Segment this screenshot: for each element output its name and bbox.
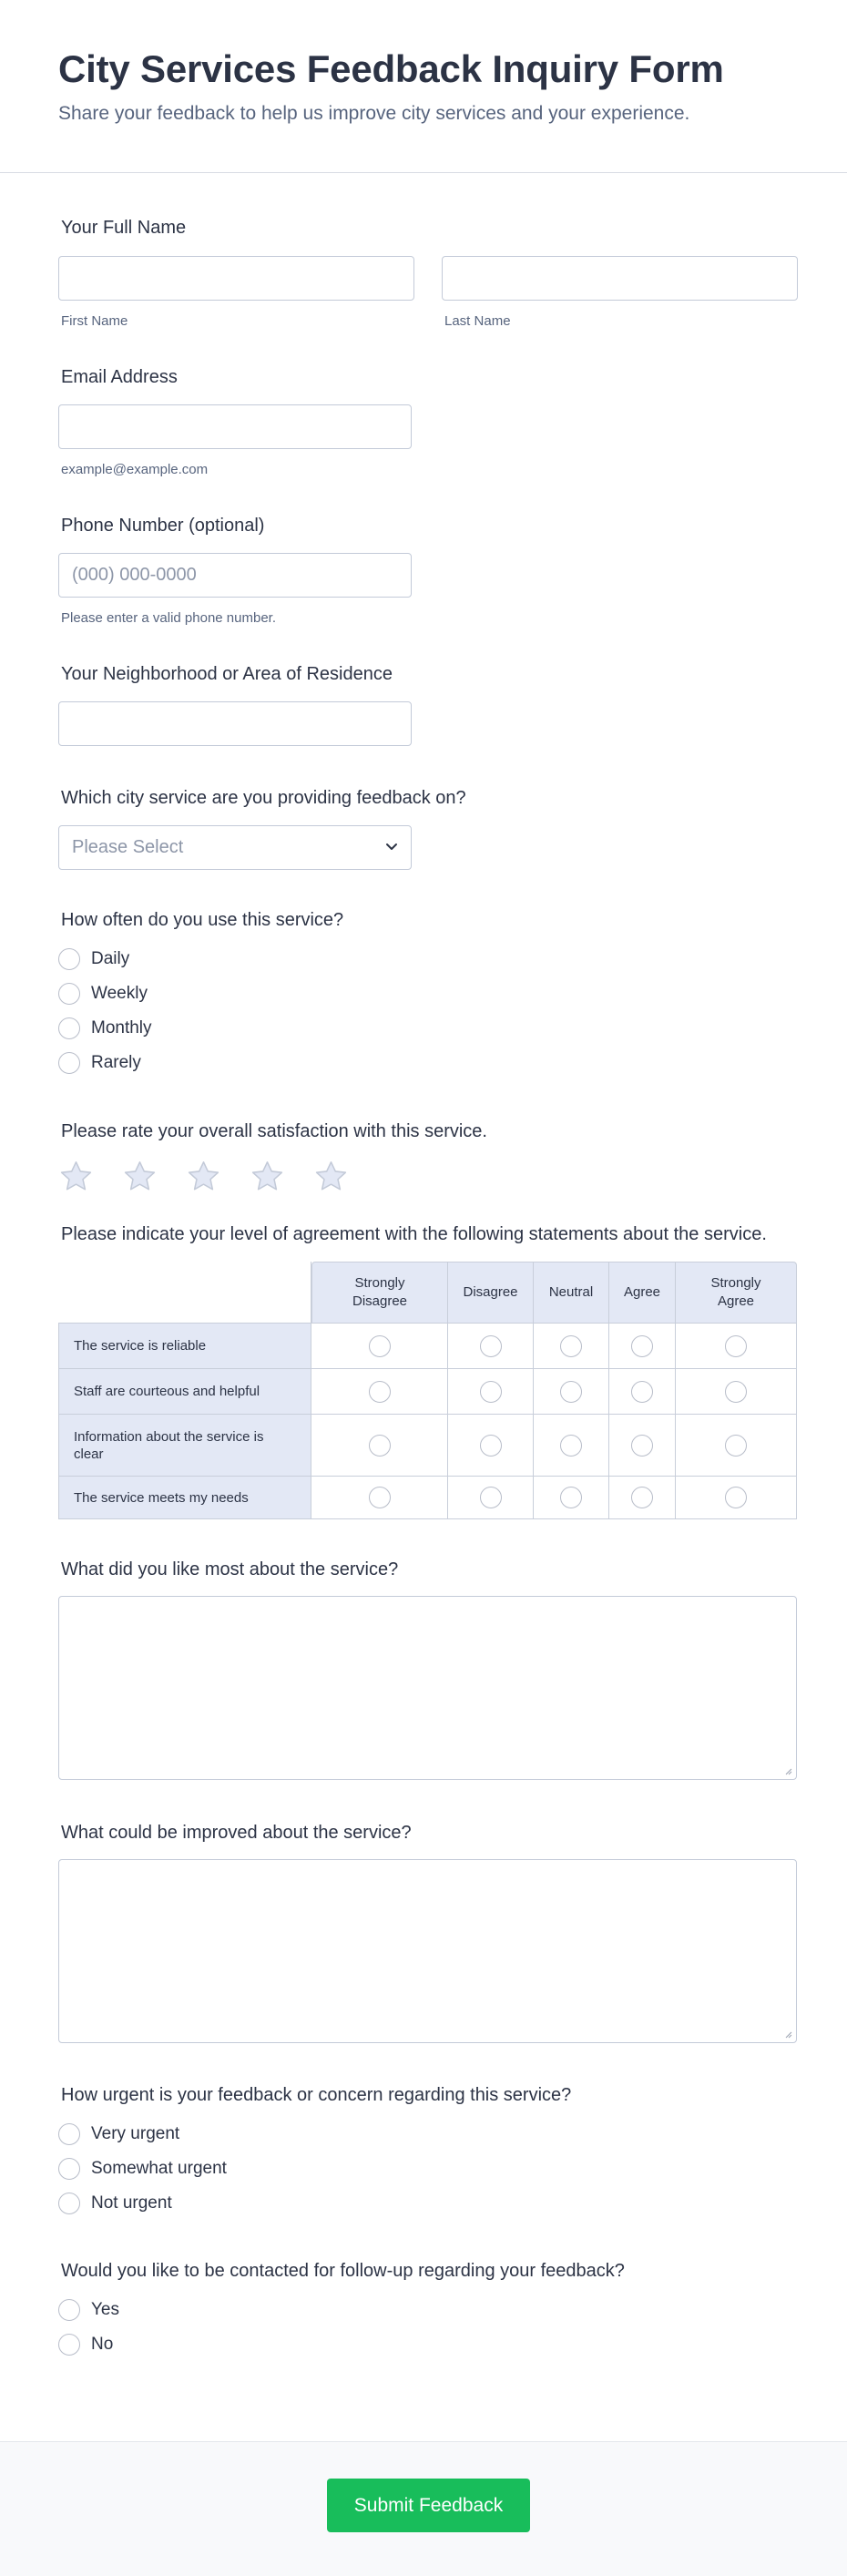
email-sublabel: example@example.com: [61, 462, 209, 477]
matrix-column-header: Agree: [609, 1262, 676, 1323]
frequency-option-label: Rarely: [91, 1053, 141, 1072]
neighborhood-input[interactable]: [58, 701, 412, 746]
radio-circle[interactable]: [58, 983, 80, 1005]
form-header: [0, 0, 847, 173]
followup-option-label: Yes: [91, 2300, 119, 2319]
full-name-question: [58, 216, 798, 329]
urgency-option[interactable]: [58, 2152, 798, 2186]
service-select[interactable]: [58, 825, 412, 870]
full-name-label: Your Full Name: [61, 218, 187, 238]
star-icon[interactable]: [123, 1160, 157, 1193]
frequency-label: How often do you use this service?: [61, 910, 344, 930]
frequency-option-label: Daily: [91, 949, 130, 968]
matrix-radio[interactable]: [369, 1335, 391, 1357]
matrix-radio[interactable]: [631, 1381, 653, 1403]
followup-option-label: No: [91, 2335, 114, 2354]
phone-question: [58, 514, 798, 626]
satisfaction-label: Please rate your overall satisfaction with this service.: [61, 1121, 487, 1141]
improved-textarea[interactable]: [58, 1859, 797, 2043]
star-icon[interactable]: [250, 1160, 284, 1193]
star-rating[interactable]: [58, 1160, 798, 1193]
neighborhood-label: Your Neighborhood or Area of Residence: [61, 664, 393, 684]
frequency-option-label: Weekly: [91, 984, 148, 1003]
urgency-option-label: Very urgent: [91, 2124, 180, 2143]
service-label: Which city service are you providing feedback on?: [61, 788, 466, 808]
last-name-sublabel: Last Name: [444, 313, 511, 329]
submit-button[interactable]: Submit Feedback: [327, 2479, 530, 2532]
phone-label: Phone Number (optional): [61, 516, 265, 536]
matrix-radio[interactable]: [369, 1381, 391, 1403]
urgency-option-label: Somewhat urgent: [91, 2159, 227, 2178]
urgency-question: [58, 2083, 798, 2221]
matrix-column-header: Disagree: [448, 1262, 534, 1323]
followup-option[interactable]: [58, 2327, 798, 2362]
matrix-radio[interactable]: [725, 1381, 747, 1403]
matrix-radio[interactable]: [725, 1335, 747, 1357]
phone-sublabel: Please enter a valid phone number.: [61, 610, 276, 626]
matrix-row-label: The service meets my needs: [58, 1476, 311, 1519]
followup-options: [58, 2293, 798, 2362]
urgency-option[interactable]: [58, 2186, 798, 2221]
frequency-option[interactable]: [58, 942, 798, 976]
followup-question: [58, 2259, 798, 2362]
matrix-column-header: Neutral: [534, 1262, 609, 1323]
radio-circle[interactable]: [58, 2299, 80, 2321]
chevron-down-icon: [384, 839, 399, 854]
frequency-option[interactable]: [58, 1011, 798, 1046]
followup-label: Would you like to be contacted for follow-up regarding your feedback?: [61, 2261, 625, 2281]
star-icon[interactable]: [314, 1160, 348, 1193]
improved-label: What could be improved about the service?: [61, 1823, 412, 1843]
followup-option[interactable]: [58, 2293, 798, 2327]
matrix-radio[interactable]: [480, 1487, 502, 1508]
neighborhood-question: [58, 662, 798, 746]
matrix-row-label: Staff are courteous and helpful: [58, 1368, 311, 1414]
star-icon[interactable]: [59, 1160, 93, 1193]
radio-circle[interactable]: [58, 1052, 80, 1074]
matrix-radio[interactable]: [560, 1435, 582, 1457]
frequency-question: [58, 908, 798, 1080]
matrix-row: [58, 1476, 797, 1519]
urgency-options: [58, 2117, 798, 2221]
first-name-input[interactable]: [58, 256, 414, 301]
frequency-option[interactable]: [58, 1046, 798, 1080]
star-icon[interactable]: [187, 1160, 220, 1193]
satisfaction-question: [58, 1119, 798, 1193]
frequency-options: [58, 942, 798, 1080]
radio-circle[interactable]: [58, 2193, 80, 2214]
matrix-corner: [58, 1262, 311, 1323]
service-select-value[interactable]: Please Select: [58, 825, 412, 870]
liked-question: [58, 1558, 798, 1780]
matrix-radio[interactable]: [725, 1435, 747, 1457]
matrix-row: [58, 1323, 797, 1368]
matrix-radio[interactable]: [560, 1381, 582, 1403]
matrix-radio[interactable]: [560, 1335, 582, 1357]
matrix-radio[interactable]: [631, 1335, 653, 1357]
matrix-row: [58, 1368, 797, 1414]
matrix-radio[interactable]: [631, 1435, 653, 1457]
radio-circle[interactable]: [58, 948, 80, 970]
agreement-label: Please indicate your level of agreement with the following statements about the service.: [61, 1224, 767, 1244]
matrix-radio[interactable]: [480, 1335, 502, 1357]
form-body: [0, 216, 847, 2362]
urgency-option[interactable]: [58, 2117, 798, 2152]
email-question: [58, 365, 798, 477]
urgency-option-label: Not urgent: [91, 2193, 172, 2213]
resize-grip-icon[interactable]: [783, 2029, 792, 2039]
matrix-radio[interactable]: [369, 1487, 391, 1508]
radio-circle[interactable]: [58, 2334, 80, 2356]
radio-circle[interactable]: [58, 2123, 80, 2145]
matrix-column-header: Strongly Agree: [676, 1262, 797, 1323]
phone-input[interactable]: (000) 000-0000: [58, 553, 412, 598]
page-subtitle: Share your feedback to help us improve city services and your experience.: [58, 103, 690, 124]
matrix-radio[interactable]: [369, 1435, 391, 1457]
matrix-radio[interactable]: [560, 1487, 582, 1508]
page-title: City Services Feedback Inquiry Form: [58, 47, 724, 90]
resize-grip-icon[interactable]: [783, 1766, 792, 1775]
matrix-row-label: Information about the service is clear: [58, 1414, 311, 1476]
matrix-radio[interactable]: [631, 1487, 653, 1508]
frequency-option[interactable]: [58, 976, 798, 1011]
agreement-question: [58, 1222, 798, 1519]
email-input[interactable]: [58, 404, 412, 449]
frequency-option-label: Monthly: [91, 1018, 152, 1038]
matrix-radio[interactable]: [480, 1381, 502, 1403]
email-label: Email Address: [61, 367, 178, 387]
radio-circle[interactable]: [58, 2158, 80, 2180]
agreement-matrix: [58, 1262, 797, 1519]
matrix-row-label: The service is reliable: [58, 1323, 311, 1368]
last-name-input[interactable]: [442, 256, 798, 301]
matrix-radio[interactable]: [480, 1435, 502, 1457]
service-question: [58, 786, 798, 870]
liked-label: What did you like most about the service?: [61, 1559, 399, 1579]
first-name-sublabel: First Name: [61, 313, 128, 329]
improved-question: [58, 1821, 798, 2043]
form-footer: [0, 2441, 847, 2576]
matrix-row: [58, 1414, 797, 1476]
urgency-label: How urgent is your feedback or concern regarding this service?: [61, 2085, 572, 2105]
matrix-column-header: Strongly Disagree: [311, 1262, 448, 1323]
matrix-radio[interactable]: [725, 1487, 747, 1508]
liked-textarea[interactable]: [58, 1596, 797, 1780]
radio-circle[interactable]: [58, 1017, 80, 1039]
